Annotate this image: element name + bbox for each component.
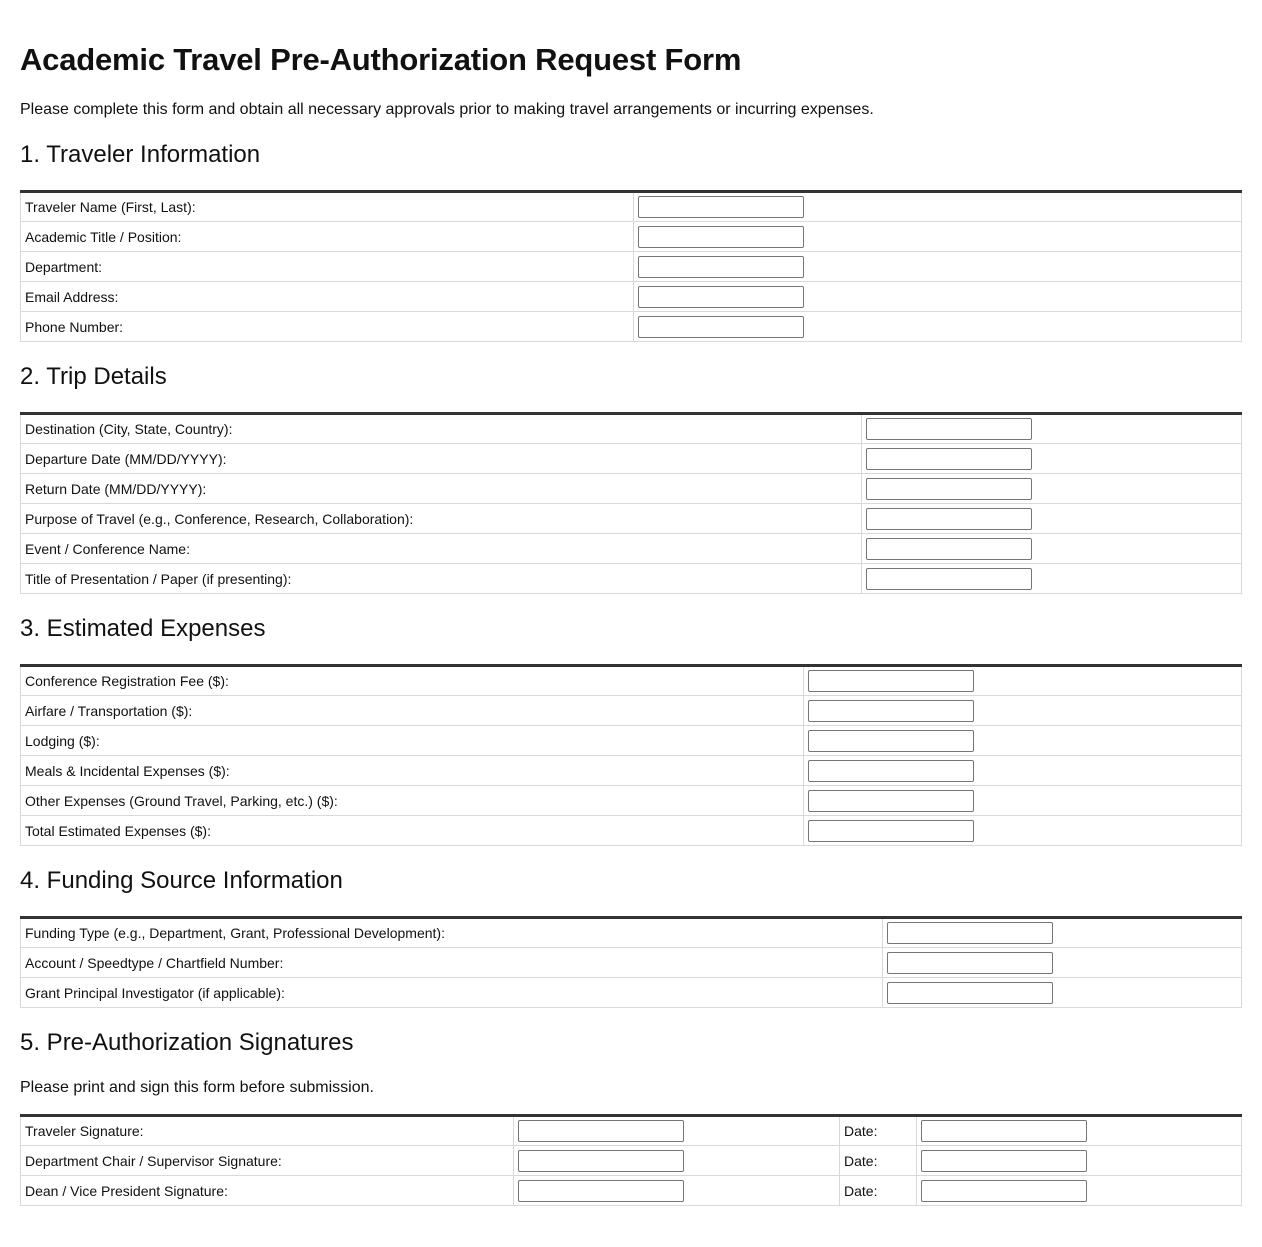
airfare-input[interactable]: [808, 700, 974, 722]
field-label: Departure Date (MM/DD/YYYY):: [21, 444, 862, 474]
traveler-info-table: [20, 190, 1242, 342]
date-label: Date:: [840, 1116, 917, 1146]
date-label: Date:: [840, 1146, 917, 1176]
table-row: [21, 1116, 1242, 1146]
dean-signature-input[interactable]: [518, 1180, 684, 1202]
traveler-date-input[interactable]: [921, 1120, 1087, 1142]
section-heading-expenses: 3. Estimated Expenses: [20, 615, 266, 642]
table-row: [21, 252, 1242, 282]
table-row: [21, 534, 1242, 564]
other-expenses-input[interactable]: [808, 790, 974, 812]
table-row: [21, 564, 1242, 594]
field-label: Conference Registration Fee ($):: [21, 666, 804, 696]
event-name-input[interactable]: [866, 538, 1032, 560]
table-row: [21, 1146, 1242, 1176]
traveler-signature-input[interactable]: [518, 1120, 684, 1142]
expenses-table: [20, 664, 1242, 846]
table-row: [21, 504, 1242, 534]
field-label: Destination (City, State, Country):: [21, 414, 862, 444]
page-title: Academic Travel Pre-Authorization Request Form: [20, 42, 742, 77]
table-row: [21, 948, 1242, 978]
table-row: [21, 816, 1242, 846]
dean-date-input[interactable]: [921, 1180, 1087, 1202]
field-label: Return Date (MM/DD/YYYY):: [21, 474, 862, 504]
field-label: Email Address:: [21, 282, 634, 312]
table-row: [21, 726, 1242, 756]
trip-details-table: [20, 412, 1242, 594]
funding-table: [20, 916, 1242, 1008]
chair-date-input[interactable]: [921, 1150, 1087, 1172]
presentation-title-input[interactable]: [866, 568, 1032, 590]
section-heading-funding: 4. Funding Source Information: [20, 867, 343, 894]
field-label: Department:: [21, 252, 634, 282]
table-row: [21, 282, 1242, 312]
academic-title-input[interactable]: [638, 226, 804, 248]
field-label: Traveler Name (First, Last):: [21, 192, 634, 222]
total-expenses-input[interactable]: [808, 820, 974, 842]
email-input[interactable]: [638, 286, 804, 308]
table-row: [21, 192, 1242, 222]
field-label: Event / Conference Name:: [21, 534, 862, 564]
field-label: Phone Number:: [21, 312, 634, 342]
account-number-input[interactable]: [887, 952, 1053, 974]
destination-input[interactable]: [866, 418, 1032, 440]
field-label: Other Expenses (Ground Travel, Parking, etc.) ($):: [21, 786, 804, 816]
grant-pi-input[interactable]: [887, 982, 1053, 1004]
funding-type-input[interactable]: [887, 922, 1053, 944]
table-row: [21, 444, 1242, 474]
table-row: [21, 978, 1242, 1008]
signatures-table: [20, 1114, 1242, 1206]
field-label: Dean / Vice President Signature:: [21, 1176, 514, 1206]
chair-signature-input[interactable]: [518, 1150, 684, 1172]
traveler-name-input[interactable]: [638, 196, 804, 218]
table-row: [21, 312, 1242, 342]
intro-text: Please complete this form and obtain all necessary approvals prior to making travel arrangements or incurring expenses.: [20, 101, 874, 118]
table-row: [21, 414, 1242, 444]
departure-date-input[interactable]: [866, 448, 1032, 470]
field-label: Traveler Signature:: [21, 1116, 514, 1146]
field-label: Funding Type (e.g., Department, Grant, Professional Development):: [21, 918, 883, 948]
purpose-input[interactable]: [866, 508, 1032, 530]
field-label: Airfare / Transportation ($):: [21, 696, 804, 726]
field-label: Account / Speedtype / Chartfield Number:: [21, 948, 883, 978]
department-input[interactable]: [638, 256, 804, 278]
signature-note: Please print and sign this form before submission.: [20, 1079, 374, 1096]
lodging-input[interactable]: [808, 730, 974, 752]
table-row: [21, 756, 1242, 786]
field-label: Academic Title / Position:: [21, 222, 634, 252]
section-heading-trip: 2. Trip Details: [20, 363, 167, 390]
field-label: Lodging ($):: [21, 726, 804, 756]
table-row: [21, 666, 1242, 696]
table-row: [21, 918, 1242, 948]
field-label: Title of Presentation / Paper (if presenting):: [21, 564, 862, 594]
field-label: Total Estimated Expenses ($):: [21, 816, 804, 846]
section-heading-signatures: 5. Pre-Authorization Signatures: [20, 1029, 354, 1056]
date-label: Date:: [840, 1176, 917, 1206]
table-row: [21, 696, 1242, 726]
phone-input[interactable]: [638, 316, 804, 338]
section-heading-traveler: 1. Traveler Information: [20, 141, 261, 168]
registration-fee-input[interactable]: [808, 670, 974, 692]
field-label: Department Chair / Supervisor Signature:: [21, 1146, 514, 1176]
meals-input[interactable]: [808, 760, 974, 782]
field-label: Grant Principal Investigator (if applicable):: [21, 978, 883, 1008]
field-label: Meals & Incidental Expenses ($):: [21, 756, 804, 786]
return-date-input[interactable]: [866, 478, 1032, 500]
table-row: [21, 1176, 1242, 1206]
table-row: [21, 222, 1242, 252]
table-row: [21, 786, 1242, 816]
table-row: [21, 474, 1242, 504]
field-label: Purpose of Travel (e.g., Conference, Research, Collaboration):: [21, 504, 862, 534]
